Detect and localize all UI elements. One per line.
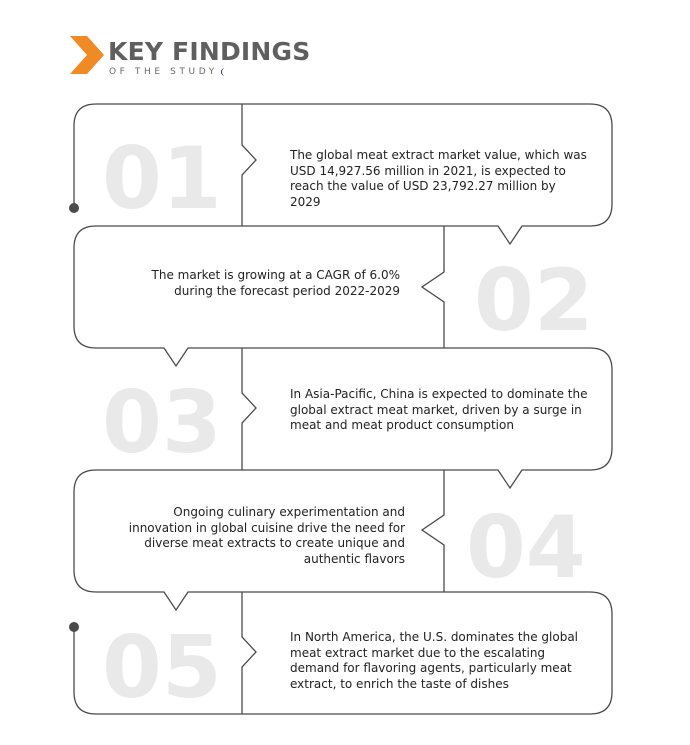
finding-number-5: 05	[102, 618, 222, 718]
divider-3	[242, 348, 256, 470]
finding-number-2: 02	[474, 251, 594, 351]
finding-text-5: In North America, the U.S. dominates the global meat extract market due to the escalating demand for flavoring agents, particularly meat extract, to enrich the taste of dishes	[290, 630, 579, 691]
finding-number-4: 04	[466, 498, 586, 598]
finding-text-3: In Asia-Pacific, China is expected to dominate the global extract meat market, driven by a surge in meat and meat product consumption	[290, 387, 588, 432]
page-title: KEY FINDINGS	[108, 37, 311, 66]
divider-1	[242, 104, 256, 226]
divider-2	[422, 226, 444, 348]
end-dot	[69, 622, 79, 632]
finding-text-4: Ongoing culinary experimentation and innovation in global cuisine drive the need for diverse meat extracts to create unique and authentic flavors	[128, 505, 405, 566]
finding-number-3: 03	[102, 373, 222, 473]
finding-number-1: 01	[102, 129, 222, 229]
start-dot	[69, 203, 79, 213]
finding-text-2: The market is growing at a CAGR of 6.0% during the forecast period 2022-2029	[151, 268, 400, 298]
page-subtitle: OF THE STUDY	[109, 67, 218, 77]
finding-text-1: The global meat extract market value, which was USD 14,927.56 million in 2021, is expected to reach the value of USD 23,792.27 million by 2029	[290, 148, 587, 209]
divider-4	[422, 470, 444, 592]
divider-5	[242, 592, 256, 714]
